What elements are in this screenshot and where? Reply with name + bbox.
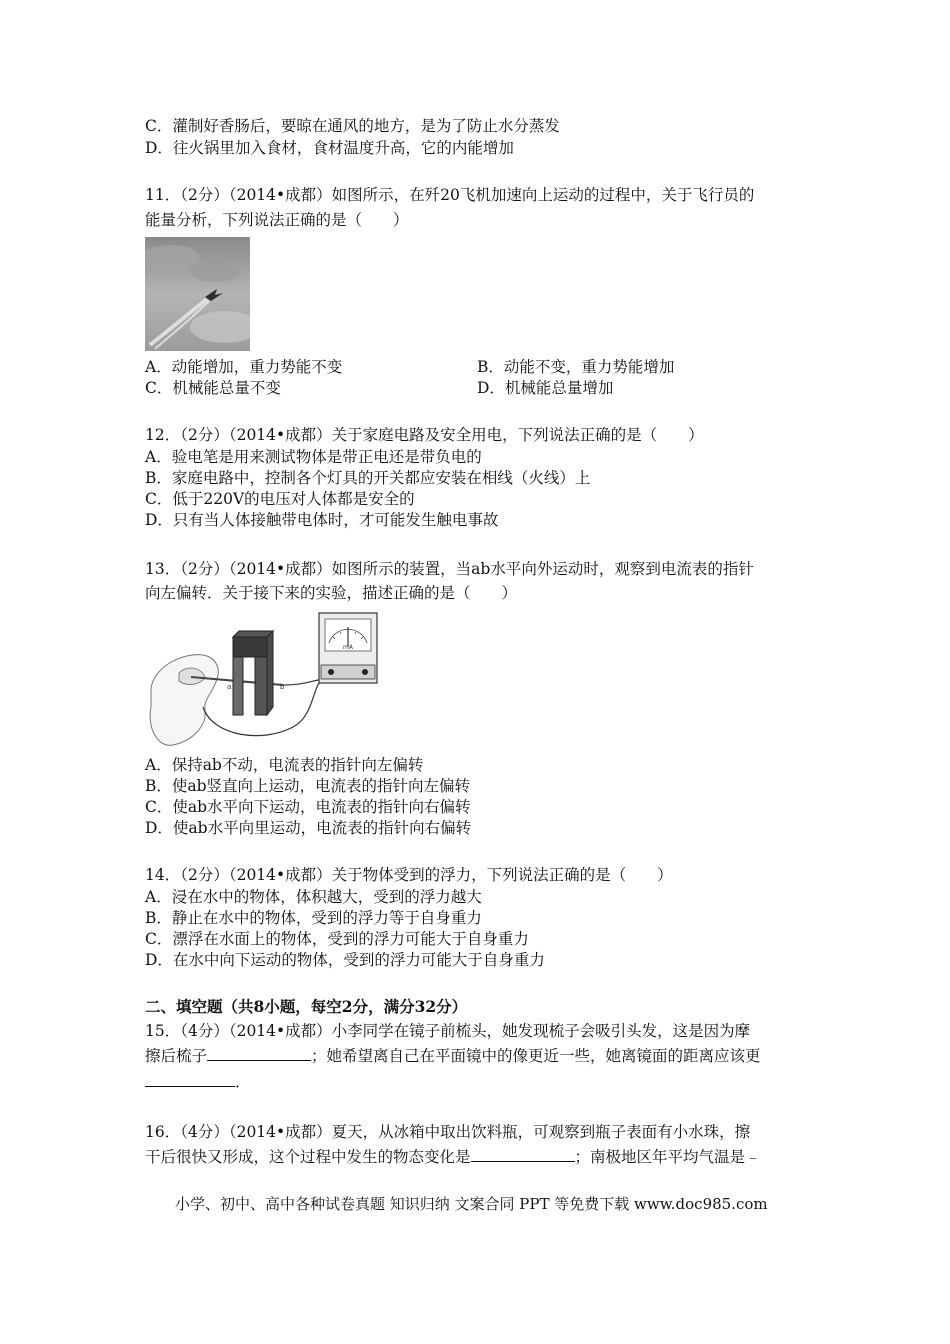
- q11-option-a: A．动能增加，重力势能不变: [145, 358, 343, 376]
- q15-stem-line1: 15．（4分）（2014•成都）小李同学在镜子前梳头，她发现梳子会吸引头发，这是因为摩: [145, 1022, 751, 1040]
- q11-stem-line1: 11．（2分）（2014•成都）如图所示，在歼20飞机加速向上运动的过程中，关于飞行员的: [145, 186, 755, 204]
- q16-stem-line1: 16．（4分）（2014•成都）夏天，从冰箱中取出饮料瓶，可观察到瓶子表面有小水珠，擦: [145, 1123, 751, 1141]
- q13-option-d: D．使ab水平向里运动，电流表的指针向右偏转: [145, 819, 472, 837]
- q13-stem-line2: 向左偏转．关于接下来的实验，描述正确的是（ ）: [145, 584, 518, 602]
- meter-scale-label: mA: [343, 644, 353, 651]
- q13-option-a: A．保持ab不动，电流表的指针向左偏转: [145, 756, 424, 774]
- q15-text-b: ；她希望离自己在平面镜中的像更近一些，她离镜面的距离应该更: [311, 1047, 761, 1065]
- q12-stem: 12．（2分）（2014•成都）关于家庭电路及安全用电，下列说法正确的是（ ）: [145, 426, 704, 444]
- q12-option-a: A．验电笔是用来测试物体是带正电还是带负电的: [145, 448, 482, 466]
- q14-option-d: D．在水中向下运动的物体，受到的浮力可能大于自身重力: [145, 951, 545, 969]
- q14-option-b: B．静止在水中的物体，受到的浮力等于自身重力: [145, 909, 482, 927]
- q14-option-a: A．浸在水中的物体，体积越大，受到的浮力越大: [145, 888, 482, 906]
- q15-text-c: ．: [235, 1073, 251, 1091]
- q10-option-d: D．往火锅里加入食材，食材温度升高，它的内能增加: [145, 139, 514, 157]
- footer-text: 小学、初中、高中各种试卷真题 知识归纳 文案合同 PPT 等免费下载 www.doc985.com: [175, 1195, 768, 1213]
- q14-stem: 14．（2分）（2014•成都）关于物体受到的浮力，下列说法正确的是（ ）: [145, 866, 673, 884]
- q15-blank-1[interactable]: [207, 1046, 311, 1061]
- q15-blank-2[interactable]: [145, 1072, 235, 1087]
- section-2-heading: 二、填空题（共8小题，每空2分，满分32分）: [145, 997, 468, 1016]
- q14-option-c: C．漂浮在水面上的物体，受到的浮力可能大于自身重力: [145, 930, 529, 948]
- q13-option-c: C．使ab水平向下运动，电流表的指针向右偏转: [145, 798, 471, 816]
- q12-option-b: B．家庭电路中，控制各个灯具的开关都应安装在相线（火线）上: [145, 469, 591, 487]
- q15-stem-line3: [145, 1072, 251, 1092]
- q12-option-c: C．低于220V的电压对人体都是安全的: [145, 490, 415, 508]
- svg-text:b: b: [280, 683, 285, 691]
- q16-text-b: ；南极地区年平均气温是﹣: [574, 1148, 761, 1166]
- q16-stem-line2: [145, 1147, 761, 1167]
- induction-apparatus-figure: [143, 607, 381, 751]
- q15-stem-line2: [145, 1046, 761, 1066]
- q16-blank-1[interactable]: [471, 1147, 575, 1162]
- q11-option-b: B．动能不变，重力势能增加: [477, 358, 675, 376]
- q12-option-d: D．只有当人体接触带电体时，才可能发生触电事故: [145, 511, 499, 529]
- q16-text-a: 干后很快又形成，这个过程中发生的物态变化是: [145, 1148, 471, 1166]
- q11-option-d: D．机械能总量增加: [477, 379, 614, 397]
- q11-option-c: C．机械能总量不变: [145, 379, 281, 397]
- q11-stem-line2: 能量分析，下列说法正确的是（ ）: [145, 211, 409, 229]
- q15-text-a: 擦后梳子: [145, 1047, 208, 1065]
- q13-option-b: B．使ab竖直向上运动，电流表的指针向左偏转: [145, 777, 471, 795]
- jet-photo: [145, 237, 250, 351]
- q13-stem-line1: 13．（2分）（2014•成都）如图所示的装置，当ab水平向外运动时，观察到电流表的指针: [145, 560, 754, 578]
- q10-option-c: C．灌制好香肠后，要晾在通风的地方，是为了防止水分蒸发: [145, 117, 560, 135]
- svg-text:a: a: [227, 683, 232, 691]
